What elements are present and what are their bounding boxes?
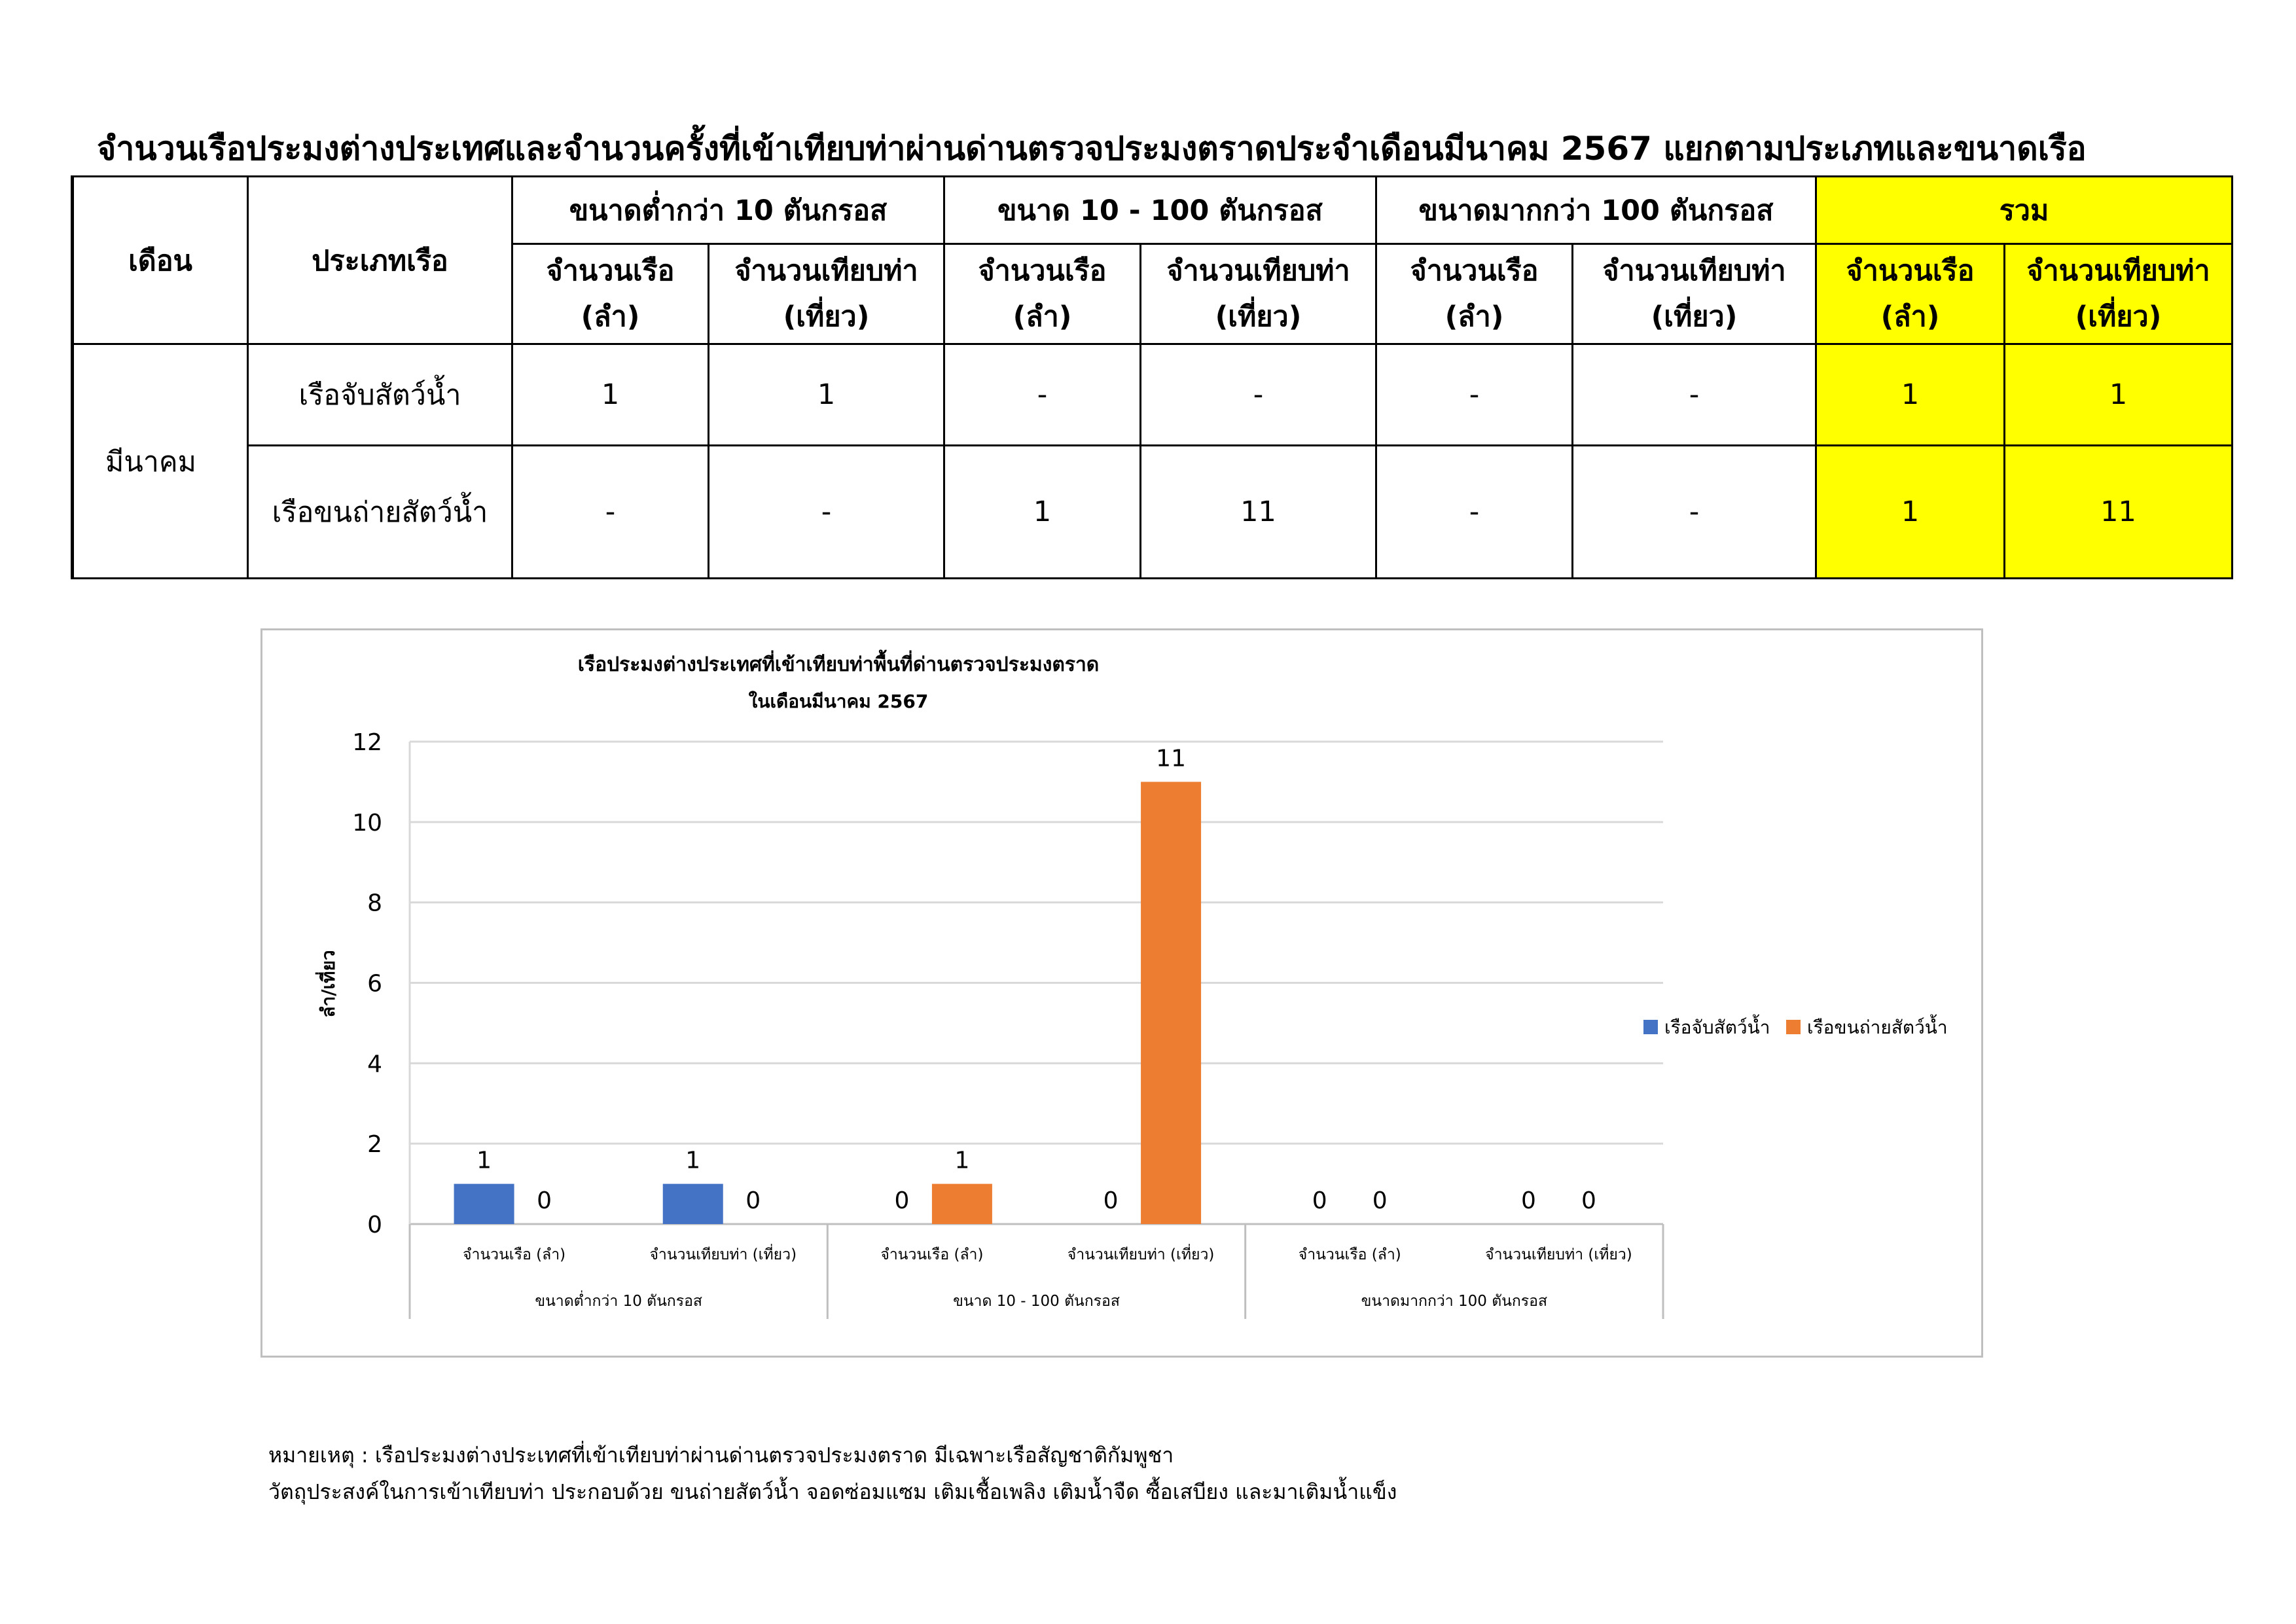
- subheader-label: จำนวนเรือ: [1846, 255, 1975, 287]
- data-label: 0: [537, 1187, 552, 1214]
- y-tick-label: 10: [352, 809, 382, 837]
- footnote-line: วัตถุประสงค์ในการเข้าเทียบท่า ประกอบด้วย ขนถ่ายสัตว์น้ำ จอดซ่อมแซม เติมเชื้อเพลิง เติมน้ำจืด ซื้อเสบียง และมาเติมน้ำแข็ง: [268, 1479, 1397, 1504]
- subheader-count-3: [1816, 244, 2005, 344]
- header-group-over-100: ขนาดมากกว่า 100 ตันกรอส: [1376, 177, 1816, 244]
- bar-fishing: [454, 1184, 514, 1224]
- subheader-unit: (เที่ยว): [783, 300, 870, 333]
- data-label: 0: [1312, 1187, 1327, 1214]
- subheader-trips-0: [709, 244, 944, 344]
- data-label: 11: [1156, 745, 1186, 772]
- y-tick-label: 6: [367, 970, 382, 998]
- data-label: 0: [1372, 1187, 1388, 1214]
- data-label: 0: [745, 1187, 761, 1214]
- y-tick-label: 12: [352, 729, 382, 756]
- subheader-unit: (ลำ): [1013, 300, 1072, 333]
- subheader-unit: (ลำ): [1880, 300, 1940, 333]
- subheader-trips-3: [2005, 244, 2233, 344]
- subheader-label: จำนวนเรือ: [546, 255, 675, 287]
- value-cell: -: [1376, 446, 1573, 579]
- value-cell: -: [1376, 344, 1573, 446]
- y-tick-label: 2: [367, 1131, 382, 1159]
- value-cell: -: [1573, 446, 1816, 579]
- header-month: เดือน: [73, 177, 248, 344]
- subheader-trips-2: [1573, 244, 1816, 344]
- data-label: 0: [1103, 1187, 1119, 1214]
- header-group-under-10: ขนาดต่ำกว่า 10 ตันกรอส: [512, 177, 944, 244]
- page-title: จำนวนเรือประมงต่างประเทศและจำนวนครั้งที่เข้าเทียบท่าผ่านด่านตรวจประมงตราดประจำเดือนมีนาคม 2567 แยกตามประเภทและขนาดเรือ: [97, 130, 2087, 168]
- data-table: [71, 175, 2233, 579]
- x-group-label: ขนาด 10 - 100 ตันกรอส: [953, 1293, 1120, 1310]
- chart-title: เรือประมงต่างประเทศที่เข้าเทียบท่าพื้นที่ด่านตรวจประมงตราด: [577, 653, 1100, 676]
- value-cell: -: [512, 446, 709, 579]
- x-category-label: จำนวนเทียบท่า (เที่ยว): [649, 1246, 797, 1263]
- data-label: 1: [954, 1147, 970, 1174]
- y-axis-label: ลำ/เที่ยว: [317, 950, 339, 1018]
- legend-swatch: [1643, 1020, 1658, 1034]
- data-label: 1: [476, 1147, 492, 1174]
- subheader-unit: (เที่ยว): [1651, 300, 1738, 333]
- x-category-label: จำนวนเรือ (ลำ): [1298, 1246, 1401, 1263]
- header-vessel-type: ประเภทเรือ: [248, 177, 512, 344]
- subheader-count-0: [512, 244, 709, 344]
- header-group-total: รวม: [1816, 177, 2233, 244]
- value-cell: -: [709, 446, 944, 579]
- subheader-unit: (ลำ): [581, 300, 640, 333]
- x-category-label: จำนวนเรือ (ลำ): [880, 1246, 984, 1263]
- data-label: 0: [894, 1187, 910, 1214]
- bar-chart: [262, 630, 1981, 1356]
- bar-transshipment: [1141, 782, 1201, 1224]
- subheader-count-1: [944, 244, 1141, 344]
- value-cell: 1: [709, 344, 944, 446]
- total-value-cell: 11: [2005, 446, 2233, 579]
- table-row: [73, 344, 2233, 446]
- subheader-label: จำนวนเทียบท่า: [1602, 255, 1786, 287]
- data-label: 1: [685, 1147, 701, 1174]
- value-cell: -: [1141, 344, 1376, 446]
- subheader-unit: (เที่ยว): [1215, 300, 1302, 333]
- x-category-label: จำนวนเทียบท่า (เที่ยว): [1067, 1246, 1215, 1263]
- y-tick-label: 8: [367, 890, 382, 917]
- subheader-label: จำนวนเทียบท่า: [734, 255, 918, 287]
- data-label: 0: [1520, 1187, 1536, 1214]
- total-value-cell: 1: [1816, 344, 2005, 446]
- footnotes: [268, 1437, 2166, 1510]
- vessel-type-cell: เรือขนถ่ายสัตว์น้ำ: [248, 446, 512, 579]
- subheader-trips-1: [1141, 244, 1376, 344]
- subheader-unit: (ลำ): [1444, 300, 1504, 333]
- bar-transshipment: [932, 1184, 992, 1224]
- subheader-label: จำนวนเรือ: [1410, 255, 1539, 287]
- subheader-label: จำนวนเรือ: [978, 255, 1107, 287]
- subheader-label: จำนวนเทียบท่า: [1166, 255, 1350, 287]
- value-cell: -: [944, 344, 1141, 446]
- y-tick-label: 0: [367, 1212, 382, 1238]
- value-cell: 11: [1141, 446, 1376, 579]
- data-label: 0: [1581, 1187, 1596, 1214]
- legend-swatch: [1786, 1020, 1801, 1034]
- x-category-label: จำนวนเทียบท่า (เที่ยว): [1485, 1246, 1632, 1263]
- chart-subtitle: ในเดือนมีนาคม 2567: [748, 691, 929, 712]
- legend-label: เรือขนถ่ายสัตว์น้ำ: [1807, 1017, 1948, 1038]
- table-row: [73, 446, 2233, 579]
- x-group-label: ขนาดมากกว่า 100 ตันกรอส: [1361, 1293, 1548, 1310]
- subheader-label: จำนวนเทียบท่า: [2026, 255, 2210, 287]
- chart-area: [260, 628, 1983, 1358]
- x-category-label: จำนวนเรือ (ลำ): [463, 1246, 566, 1263]
- header-group-10-100: ขนาด 10 - 100 ตันกรอส: [944, 177, 1376, 244]
- total-value-cell: 1: [2005, 344, 2233, 446]
- subheader-unit: (เที่ยว): [2075, 300, 2162, 333]
- bar-fishing: [663, 1184, 723, 1224]
- value-cell: 1: [512, 344, 709, 446]
- footnote-line: หมายเหตุ : เรือประมงต่างประเทศที่เข้าเทียบท่าผ่านด่านตรวจประมงตราด มีเฉพาะเรือสัญชาติกัมพูชา: [268, 1443, 1174, 1468]
- month-cell: มีนาคม: [73, 344, 248, 579]
- vessel-type-cell: เรือจับสัตว์น้ำ: [248, 344, 512, 446]
- value-cell: -: [1573, 344, 1816, 446]
- subheader-count-2: [1376, 244, 1573, 344]
- value-cell: 1: [944, 446, 1141, 579]
- legend-label: เรือจับสัตว์น้ำ: [1664, 1017, 1770, 1038]
- y-tick-label: 4: [367, 1051, 382, 1078]
- total-value-cell: 1: [1816, 446, 2005, 579]
- x-group-label: ขนาดต่ำกว่า 10 ตันกรอส: [535, 1293, 702, 1310]
